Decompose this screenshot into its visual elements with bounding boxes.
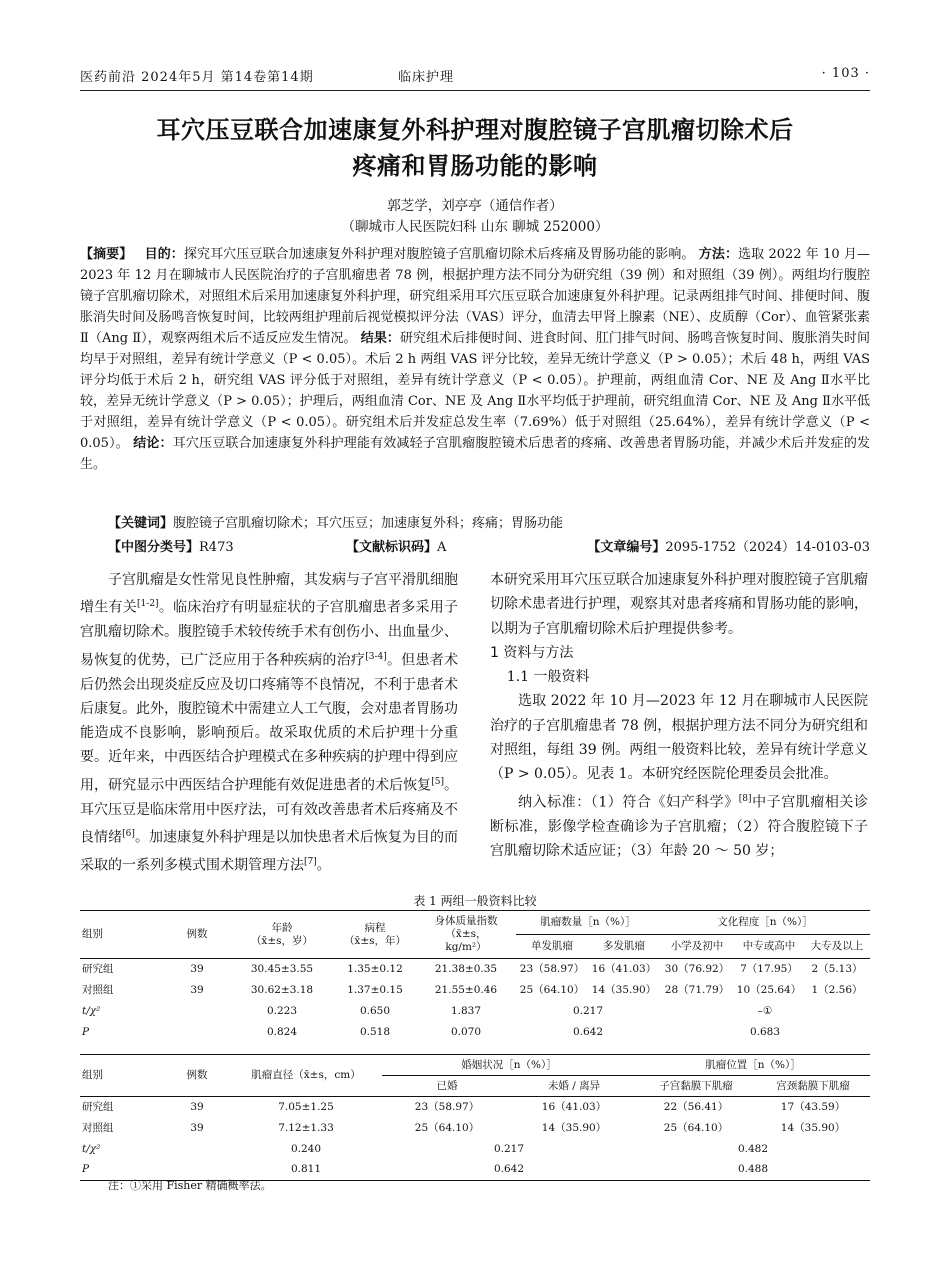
th-course-unit: （x̄±s，年） [343,934,407,947]
text-run: 。耳穴压豆是临床常用中医疗法，可有效改善患者术后疼痛及不良情绪 [80,777,459,846]
text-run: 子宫肌瘤是女性常见良性肿瘤，其发病与子宫平滑肌细胞增生有关 [80,572,458,616]
cell-group: 研究组 [82,962,114,975]
table-1-part-2 [80,1054,870,1181]
cell-bmi: 21.55±0.46 [434,983,498,996]
citation: [1-2] [137,599,159,610]
journal-info: 医药前沿 2024年5月 第14卷第14期 [80,70,314,85]
text-run: 。加速康复外科护理是以加快患者术后恢复为目的而采取的一系列多模式围术期管理方法 [80,829,459,874]
body-column-right [490,568,868,863]
cell-mid: 7（17.95） [740,962,798,975]
th-cervical: 宫颈黏膜下肌瘤 [756,1076,870,1097]
text-run: 。 [316,857,331,874]
p-education: 0.683 [749,1025,781,1038]
stat-myoma-count: 0.217 [572,1004,604,1017]
p-bmi: 0.070 [450,1025,482,1038]
abstract [80,244,870,475]
methods-text: 选取 2022 年 10 月—2023 年 12 月在聊城市人民医院治疗的子宫肌瘤患者 78 例，根据护理方法不同分为研究组（39 例）和对照组（39 例）。两组均行腹腔镜子宫肌瘤切除术，对照组术后采用加速康复外科护理，研究组采用耳穴压豆联合加速康复外科护理。记录两组排气时间、排便时间、腹胀消失时间及肠鸣音恢复时间，比较两组护理前后视觉模拟评分法（VAS）评分，血清去甲肾上腺素（NE）、皮质醇（Cor）、血管紧张素Ⅱ（Ang Ⅱ），观察两组术后不适反应发生情况。 [80,247,870,346]
section-name: 临床护理 [398,70,455,85]
p-marital: 0.642 [493,1163,525,1176]
th-marital: 婚姻状况［n（%）］ [382,1055,636,1076]
header-rule [80,90,870,91]
th-age [230,911,334,959]
cell-married: 23（58.97） [414,1100,480,1113]
th-unmarried: 未婚 / 离异 [512,1076,636,1097]
objective-label: 目的： [144,247,184,262]
doc-code [346,536,446,555]
affiliation: （聊城市人民医院妇科 山东 聊城 252000） [341,219,609,235]
cell-course: 1.37±0.15 [347,983,403,996]
th-bmi [416,911,516,959]
classification-line [108,536,870,556]
p-diameter: 0.811 [290,1163,322,1176]
th-primary: 小学及初中 [660,935,734,959]
p-myoma-count: 0.642 [572,1025,604,1038]
art-label: 【文章编号】 [587,540,666,555]
table-caption: 表 1 两组一般资料比较 [413,894,537,908]
th-n: 例数 [164,1055,230,1097]
cell-unmarried: 14（35.90） [541,1121,607,1134]
empty-cell [164,1001,230,1022]
conclusion-label: 结论： [133,436,173,451]
doc-value: A [437,540,447,555]
table-row [80,980,870,1001]
clc-label: 【中图分类号】 [108,540,200,555]
running-head [80,66,870,88]
table-row [80,959,870,980]
stat-marital: 0.217 [493,1142,525,1155]
cell-cervical: 14（35.90） [780,1121,846,1134]
cell-single: 25（64.10） [519,983,585,996]
cell-primary: 30（76.92） [664,962,730,975]
p-label: P [82,1025,90,1038]
th-bmi-name: 身体质量指数 [434,915,498,927]
th-location: 肌瘤位置［n（%）］ [636,1055,870,1076]
citation: [6] [122,828,135,839]
th-group: 组别 [80,911,164,959]
cell-multi: 16（41.03） [591,962,657,975]
citation: [5] [431,776,444,787]
cell-single: 23（58.97） [519,962,585,975]
table-1-part-1 [80,910,870,1043]
body-column-left [80,568,458,878]
table-note: 注：①采用 Fisher 精确概率法。 [108,1179,272,1192]
text-run: 。但患者术后仍然会出现炎症反应及切口疼痛等不良情况，不利于患者术后康复。此外，腹腔镜术中需建立人工气腹，会对患者胃肠功能造成不良影响，影响预后。故采取优质的术后护理十分重要。近年来，中西医结合护理模式在多种疾病的护理中得到应用，研究显示中西医结合护理能有效促进患者的术后恢复 [80,652,458,794]
methods-label: 方法： [698,247,739,262]
stat-age: 0.223 [266,1004,298,1017]
th-college: 大专及以上 [804,935,870,959]
intro-paragraph [80,568,458,878]
cell-age: 30.62±3.18 [250,983,314,996]
keywords [108,512,868,531]
clc-value: R473 [199,540,234,555]
stat-diameter: 0.240 [290,1142,322,1155]
subsection-heading: 1.1 一般资料 [506,669,590,686]
th-group: 组别 [80,1055,164,1097]
table-row [80,1118,870,1139]
cell-uterine: 22（56.41） [663,1100,729,1113]
p-location: 0.488 [737,1163,769,1176]
p-label: P [82,1163,90,1176]
text-run: 中子宫肌瘤相关诊断标准，影像学检查确诊为子宫肌瘤；（2）符合腹腔镜下子宫肌瘤切除术适应证；（3）年龄 20 ～ 50 岁； [490,794,868,859]
th-age-name: 年龄 [271,921,293,934]
th-bmi-unit-2: kg/m²） [445,941,487,953]
general-data-paragraph: 选取 2022 年 10 月—2023 年 12 月在聊城市人民医院治疗的子宫肌瘤患者 78 例，根据护理方法不同分为研究组和对照组，每组 39 例。两组一般资料比较，差异有统计学意义（P > 0.05）。见表 1。本研究经医院伦理委员会批准。 [490,693,868,783]
cell-n: 39 [190,1121,204,1134]
conclusion-text: 耳穴压豆联合加速康复外科护理能有效减轻子宫肌瘤腹腔镜术后患者的疼痛、改善患者胃肠功能，并减少术后并发症的发生。 [80,436,870,472]
cell-uterine: 25（64.10） [663,1121,729,1134]
text-run: 。临床治疗有明显症状的子宫肌瘤患者多采用子宫肌瘤切除术。腹腔镜手术较传统手术有创伤小、出血量少、易恢复的优势，已广泛应用于各种疾病的治疗 [80,599,459,669]
stat-course: 0.650 [359,1004,391,1017]
keywords-text: 腹腔镜子宫肌瘤切除术；耳穴压豆；加速康复外科；疼痛；胃肠功能 [173,516,564,531]
th-course-name: 病程 [364,921,386,934]
empty-cell [164,1139,230,1160]
p-course: 0.518 [359,1025,391,1038]
empty-cell [164,1022,230,1043]
citation: [3-4] [365,651,387,662]
cell-bmi: 21.38±0.35 [434,962,498,975]
p-age: 0.824 [266,1025,298,1038]
stat-row [80,1139,870,1160]
results-label: 结果： [360,331,400,346]
text-run: 纳入标准：（1）符合《妇产科学》 [518,794,739,811]
cell-n: 39 [190,1100,204,1113]
th-mid: 中专或高中 [734,935,804,959]
section-heading: 1 资料与方法 [490,644,574,661]
title-line-1: 耳穴压豆联合加速康复外科护理对腹腔镜子宫肌瘤切除术后 [156,116,794,144]
cell-n: 39 [190,962,204,975]
th-myoma-count: 肌瘤数量［n（%）］ [516,911,660,935]
th-bmi-unit-1: （x̄±s， [445,928,487,940]
cell-mid: 10（25.64） [736,983,802,996]
th-married: 已婚 [382,1076,512,1097]
cell-age: 30.45±3.55 [250,962,314,975]
title-line-2: 疼痛和胃肠功能的影响 [352,152,598,180]
table-row [80,1097,870,1118]
cell-cervical: 17（43.59） [780,1100,846,1113]
th-course [334,911,416,959]
results-text: 研究组术后排便时间、进食时间、肛门排气时间、肠鸣音恢复时间、腹胀消失时间均早于对照组，差异有统计学意义（P < 0.05）。术后 2 h 两组 VAS 评分比较，差异无统计学意义（P > 0.05）；术后 48 h，两组 VAS 评分均低于术后 2 h，研究组 VAS 评分低于对照组，差异有统计学意义（P < 0.05）。护理前，两组血清 Cor、NE 及 Ang Ⅱ水平比较，差异无统计学意义（P > 0.05）；护理后，两组血清 Cor、NE 及 Ang Ⅱ水平均低于护理前，研究组血清 Cor、NE 及 Ang Ⅱ水平低于对照组，差异有统计学意义（P < 0.05）。研究组术后并发症总发生率（7.69%）低于对照组（25.64%），差异有统计学意义（P < 0.05）。 [80,331,870,451]
th-age-unit: （x̄±s，岁） [250,934,314,947]
stat-bmi: 1.837 [450,1004,482,1017]
cell-college: 2（5.13） [811,962,863,975]
cell-group: 对照组 [82,983,114,996]
art-value: 2095-1752（2024）14-0103-03 [665,540,870,555]
citation: [8] [738,793,752,804]
stat-location: 0.482 [737,1142,769,1155]
cell-college: 1（2.56） [811,983,863,996]
inclusion-criteria-paragraph [490,787,868,864]
cell-married: 25（64.10） [414,1121,480,1134]
cell-unmarried: 16（41.03） [541,1100,607,1113]
stat-label: t/χ² [82,1142,101,1155]
abstract-label: 【摘要】 [80,247,133,262]
th-single: 单发肌瘤 [516,935,588,959]
authors: 郭芝学，刘亭亭（通信作者） [387,198,563,214]
citation: [7] [304,856,317,867]
th-n: 例数 [164,911,230,959]
cell-primary: 28（71.79） [664,983,730,996]
cell-group: 研究组 [82,1100,114,1113]
cell-diameter: 7.05±1.25 [278,1100,334,1113]
intro-continuation: 本研究采用耳穴压豆联合加速康复外科护理对腹腔镜子宫肌瘤切除术患者进行护理，观察其对患者疼痛和胃肠功能的影响，以期为子宫肌瘤切除术后护理提供参考。 [490,572,868,637]
stat-label: t/χ² [82,1004,101,1017]
page-number: · 103 · [821,66,870,81]
cell-multi: 14（35.90） [591,983,657,996]
doc-label: 【文献标识码】 [346,540,438,555]
article-number [587,536,870,555]
th-education: 文化程度［n（%）］ [660,911,870,935]
keywords-label: 【关键词】 [108,516,174,531]
cell-diameter: 7.12±1.33 [278,1121,334,1134]
objective-text: 探究耳穴压豆联合加速康复外科护理对腹腔镜子宫肌瘤切除术后疼痛及胃肠功能的影响。 [183,247,695,262]
cell-group: 对照组 [82,1121,114,1134]
th-multi: 多发肌瘤 [588,935,660,959]
cell-course: 1.35±0.12 [347,962,403,975]
article-title [80,112,870,184]
th-diameter: 肌瘤直径（x̄±s，cm） [230,1055,382,1097]
p-row [80,1022,870,1043]
cell-n: 39 [190,983,204,996]
stat-row [80,1001,870,1022]
clc-code [108,536,234,555]
stat-education: –① [757,1004,773,1017]
th-uterine: 子宫黏膜下肌瘤 [636,1076,756,1097]
